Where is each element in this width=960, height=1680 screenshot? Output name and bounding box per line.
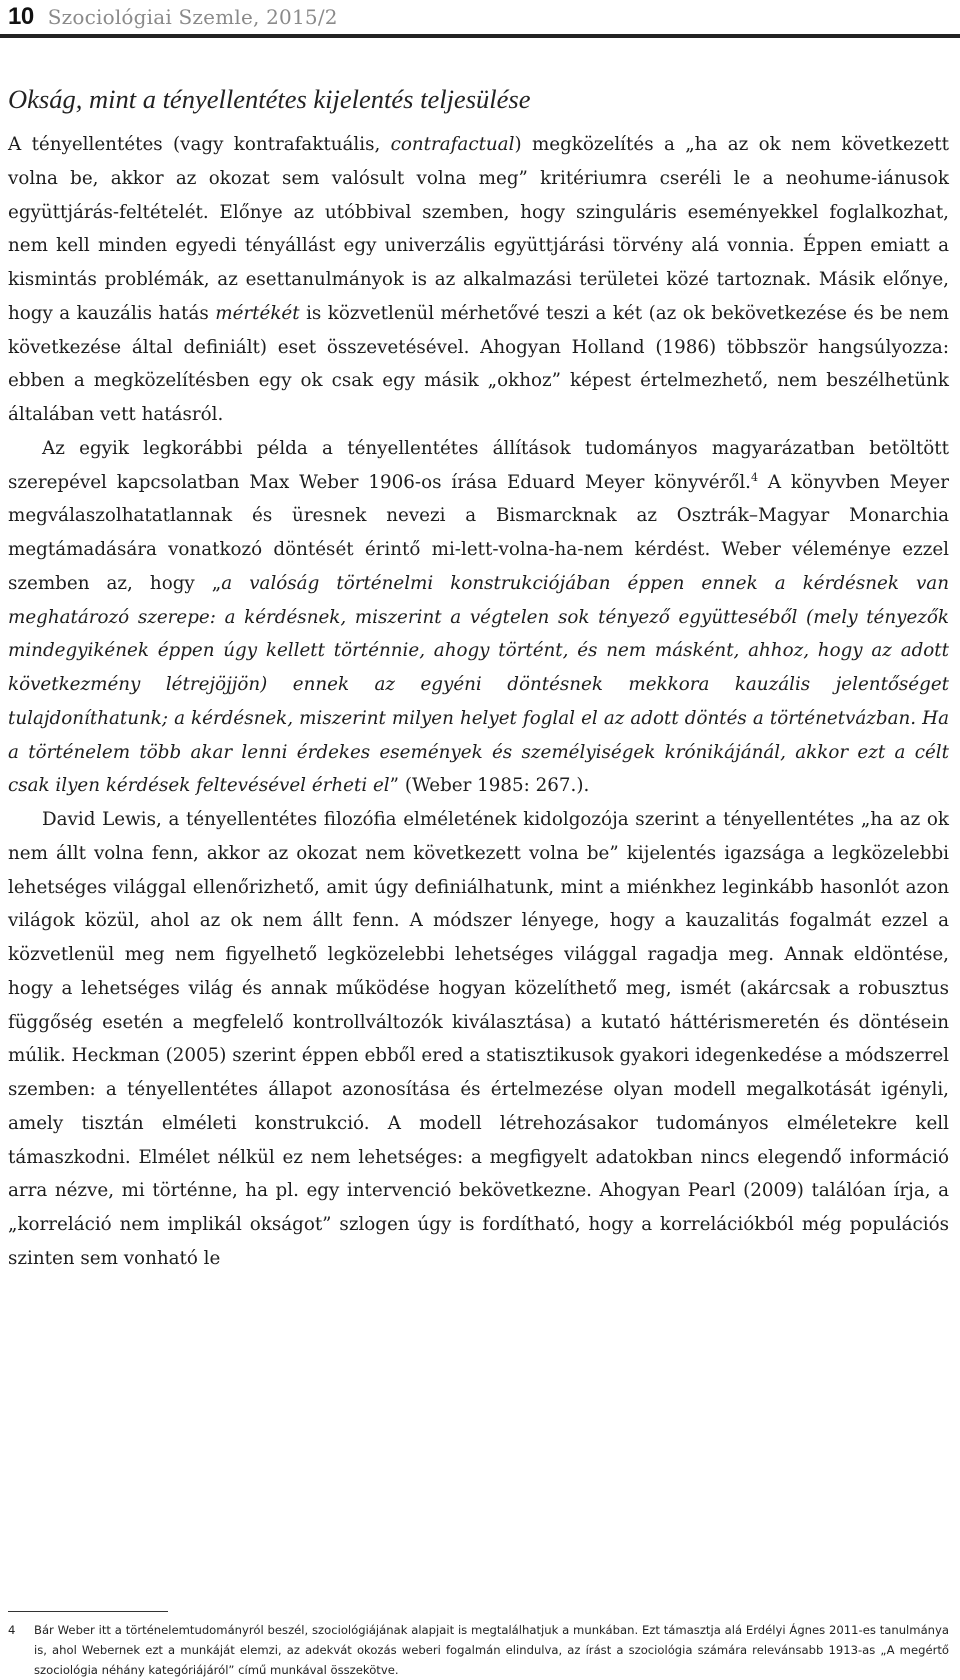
paragraph-2-text-b: A könyvben Meyer megválaszolhatatlannak és üresnek nevezi a Bismarcknak az Osztrák–Magyar Monarchia megtámadására vonatkozó döntését érintő mi-lett-volna-ha-nem kérdést. Weber véleménye ezzel szemben az, hogy „ [8, 471, 949, 594]
header-rule [0, 34, 960, 38]
footnote-reference[interactable]: 4 [751, 470, 758, 484]
footnote-rule [8, 1611, 168, 1612]
paragraph-1 [8, 128, 949, 432]
page-number: 10 [8, 3, 34, 30]
paragraph-1-text-c: ) megközelítés a „ha az ok nem következett volna be, akkor az okozat sem valósult volna meg” kritériumra cseréli le a neohume-iánusok együttjárás-feltételét. Előnye az utóbbival szemben, hogy szinguláris eseményekkel foglalkozhat, nem kell minden egyedi tényállást egy univerzális együttjárási törvény alá vonnia. Éppen emiatt a kismintás problémák, az esettanulmányok is az alkalmazási területei közé tartoznak. Másik előnye, hogy a kauzális hatás [8, 134, 949, 324]
footnotes [8, 1611, 949, 1680]
paragraph-3: David Lewis, a tényellentétes filozófia elméletének kidolgozója szerint a tényellentétes „ha az ok nem állt volna fenn, akkor az okozat nem következett volna be” kijelentés igazsága a legközelebbi lehetséges világgal ellenőrizhető, amit úgy definiálhatunk, mint a miénkhez leginkább hasonlót azon világok közül, ahol az ok nem állt fenn. A módszer lényege, hogy a kauzalitás fogalmát ezzel a közvetlenül meg nem figyelhető legközelebbi lehetséges világgal ragadja meg. Annak eldöntése, hogy a lehetséges világ és annak működése hogyan közelíthető meg, ismét (akárcsak a robusztus függőség esetén a megfelelő kontrollváltozók kiválasztása) a kutató háttérismeretén és döntésein múlik. Heckman (2005) szerint éppen ebből ered a statisztikusok gyakori idegenkedése a módszerrel szemben: a tényellentétes állapot azonosítása és értelmezése olyan modell megalkotását igényli, amely tisztán elméleti konstrukció. A modell létrehozásakor tudományos elméletekre kell támaszkodni. Elmélet nélkül ez nem lehetséges: a megfigyelt adatokban nincs elegendő információ arra nézve, mi történne, ha pl. egy intervenció bekövetkezne. Ahogyan Pearl (2009) találóan írja, a „korreláció nem implikál okságot” szlogen úgy is fordítható, hogy a korrelációkból még populációs szinten sem vonható le [8, 809, 949, 1269]
paragraph-1-text-a: A tényellentétes (vagy kontrafaktuális, [8, 134, 391, 155]
paragraph-2-text-a: Az egyik legkorábbi példa a tényellentétes állítások tudományos magyarázatban betöltött szerepével kapcsolatban Max Weber 1906-os írása Eduard Meyer könyvéről. [8, 437, 949, 493]
footnote-number: 4 [8, 1623, 16, 1637]
running-header [8, 0, 338, 34]
paragraph-2-text-d: ” (Weber 1985: 267.). [389, 775, 590, 797]
body-text [8, 128, 949, 1276]
contrafactual-term: contrafactual [390, 134, 515, 155]
journal-title: Szociológiai Szemle, 2015/2 [47, 5, 338, 29]
paragraph-2 [8, 432, 949, 803]
footnote-text: Bár Weber itt a történelemtudományról beszél, szociológiájának alapjait is megtalálhatjuk a munkában. Ezt támasztja alá Erdélyi Ágnes 2011-es tanulmánya is, ahol Webernek ezt a munkáját elemzi, az adekvát okozás weberi fogalmán elindulva, az írást a szociológia számára relevánsabb 1913-as „A megértő szociológia néhány kategóriájáról” című munkával összekötve. [34, 1623, 949, 1677]
paragraph-1-text-e: is közvetlenül mérhetővé teszi a két (az ok bekövetkezése és be nem következése által definiált) eset összevetésével. Ahogyan Holland (1986) többször hangsúlyozza: ebben a megközelítésben egy ok csak egy másik „okhoz” képest értelmezhető, nem beszélhetünk általában vett hatásról. [8, 302, 949, 425]
footnote-4 [8, 1620, 949, 1680]
mertek-term: mértékét [215, 302, 300, 324]
section-title: Okság, mint a tényellentétes kijelentés teljesülése [8, 84, 531, 114]
weber-quote: a valóság történelmi konstrukciójában éppen ennek a kérdésnek van meghatározó szerepe: a kérdésnek, miszerint a végtelen sok tényező együtteséből (mely tényezők mindegyikének éppen úgy kellett történnie, ahogy történt, és nem másként, ahhoz, hogy az adott következmény létrejöjjön) ennek az egyéni döntésnek mekkora kauzális jelentőséget tulajdoníthatunk; a kérdésnek, miszerint milyen helyet foglal el az adott döntés a történetvázban. Ha a történelem több akar lenni érdekes események és személyiségek krónikájánál, akkor ezt a célt csak ilyen kérdések feltevésével érheti el [8, 572, 949, 797]
